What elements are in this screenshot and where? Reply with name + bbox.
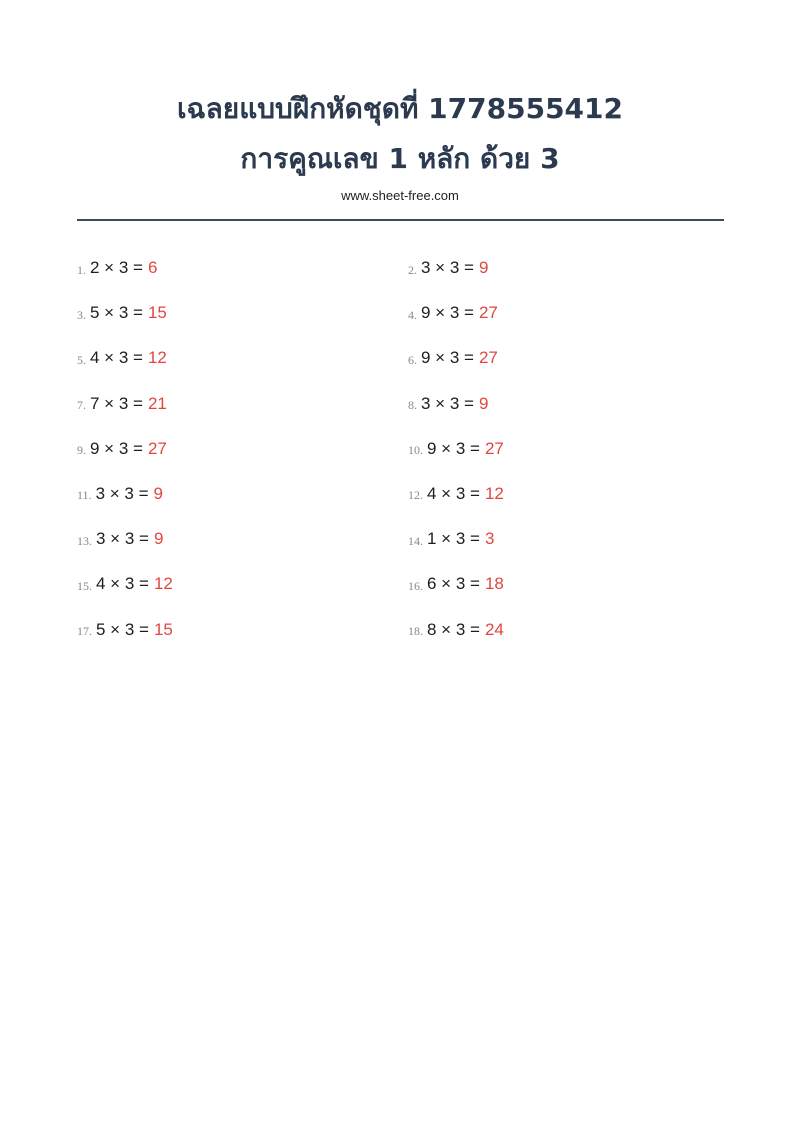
problem-answer: 27 [478, 303, 498, 323]
problem-expression: 2 × 3 = [90, 258, 143, 277]
problem-expression: 9 × 3 = [427, 438, 480, 458]
problem-number: 12. [408, 488, 423, 503]
problem-answer: 3 [484, 529, 495, 549]
page-subtitle: การคูณเลข 1 หลัก ด้วย 3 [240, 142, 560, 175]
problem-number: 15. [77, 578, 92, 593]
problem-item [408, 614, 737, 646]
problem-number: 7. [77, 398, 86, 413]
problem-answer: 9 [478, 393, 489, 413]
problem-expression: 4 × 3 = [90, 348, 143, 368]
problem-answer: 27 [478, 348, 498, 368]
website-link[interactable]: www.sheet-free.com [341, 188, 459, 203]
problem-number: 1. [77, 262, 86, 277]
problem-item [408, 342, 737, 374]
problem-answer: 12 [484, 483, 504, 503]
problem-answer: 24 [484, 619, 504, 639]
problem-number: 5. [77, 352, 86, 367]
problem-answer: 9 [153, 483, 163, 503]
problem-expression: 9 × 3 = [421, 348, 474, 368]
problem-item [77, 388, 408, 420]
problem-item [408, 252, 737, 284]
problem-answer: 18 [484, 574, 504, 594]
problem-expression: 4 × 3 = [96, 574, 149, 594]
problem-expression: 3 × 3 = [96, 529, 149, 549]
page-title: เฉลยแบบฝึกหัดชุดที่ 1778555412 [176, 92, 624, 125]
problem-item [408, 388, 737, 420]
problem-expression: 4 × 3 = [427, 483, 480, 503]
problem-number: 16. [408, 578, 423, 593]
problem-answer: 21 [147, 393, 167, 413]
header-divider [77, 219, 724, 221]
problem-expression: 9 × 3 = [421, 303, 474, 323]
problem-item [408, 568, 737, 600]
problem-item [408, 433, 737, 465]
problem-item [77, 297, 408, 329]
problem-item [77, 568, 408, 600]
problem-number: 14. [408, 533, 423, 548]
problem-number: 9. [77, 443, 86, 458]
problem-expression: 1 × 3 = [427, 529, 480, 549]
problem-expression: 5 × 3 = [96, 619, 149, 639]
problem-number: 3. [77, 307, 86, 322]
problem-answer: 15 [153, 619, 173, 639]
problem-answer: 6 [147, 258, 158, 277]
problem-expression: 3 × 3 = [95, 483, 149, 503]
problem-number: 8. [408, 398, 417, 413]
problem-item [77, 478, 408, 510]
problem-item [408, 523, 737, 555]
problem-number: 11. [77, 488, 92, 503]
problem-number: 2. [408, 262, 417, 277]
problem-expression: 3 × 3 = [421, 258, 474, 277]
problem-item [77, 252, 408, 284]
problem-number: 6. [408, 352, 417, 367]
problem-expression: 6 × 3 = [427, 574, 480, 594]
problem-item [408, 297, 737, 329]
problem-number: 4. [408, 307, 417, 322]
problem-list [77, 252, 737, 659]
problem-item [77, 433, 408, 465]
problem-item [77, 614, 408, 646]
problem-item [77, 342, 408, 374]
problem-answer: 12 [147, 348, 167, 368]
problem-number: 13. [77, 533, 92, 548]
problem-expression: 9 × 3 = [90, 438, 143, 458]
problem-number: 17. [77, 624, 92, 638]
problem-number: 10. [408, 443, 423, 458]
problem-answer: 9 [478, 258, 489, 277]
problem-expression: 8 × 3 = [427, 619, 480, 639]
problem-answer: 12 [153, 574, 173, 594]
problem-expression: 7 × 3 = [90, 393, 143, 413]
problem-answer: 15 [147, 303, 167, 323]
problem-item [408, 478, 737, 510]
problem-answer: 27 [484, 438, 504, 458]
problem-number: 18. [408, 624, 423, 638]
problem-item [77, 523, 408, 555]
problem-answer: 9 [153, 529, 164, 549]
problem-expression: 3 × 3 = [421, 393, 474, 413]
problem-expression: 5 × 3 = [90, 303, 143, 323]
header [0, 84, 800, 203]
problem-answer: 27 [147, 438, 167, 458]
